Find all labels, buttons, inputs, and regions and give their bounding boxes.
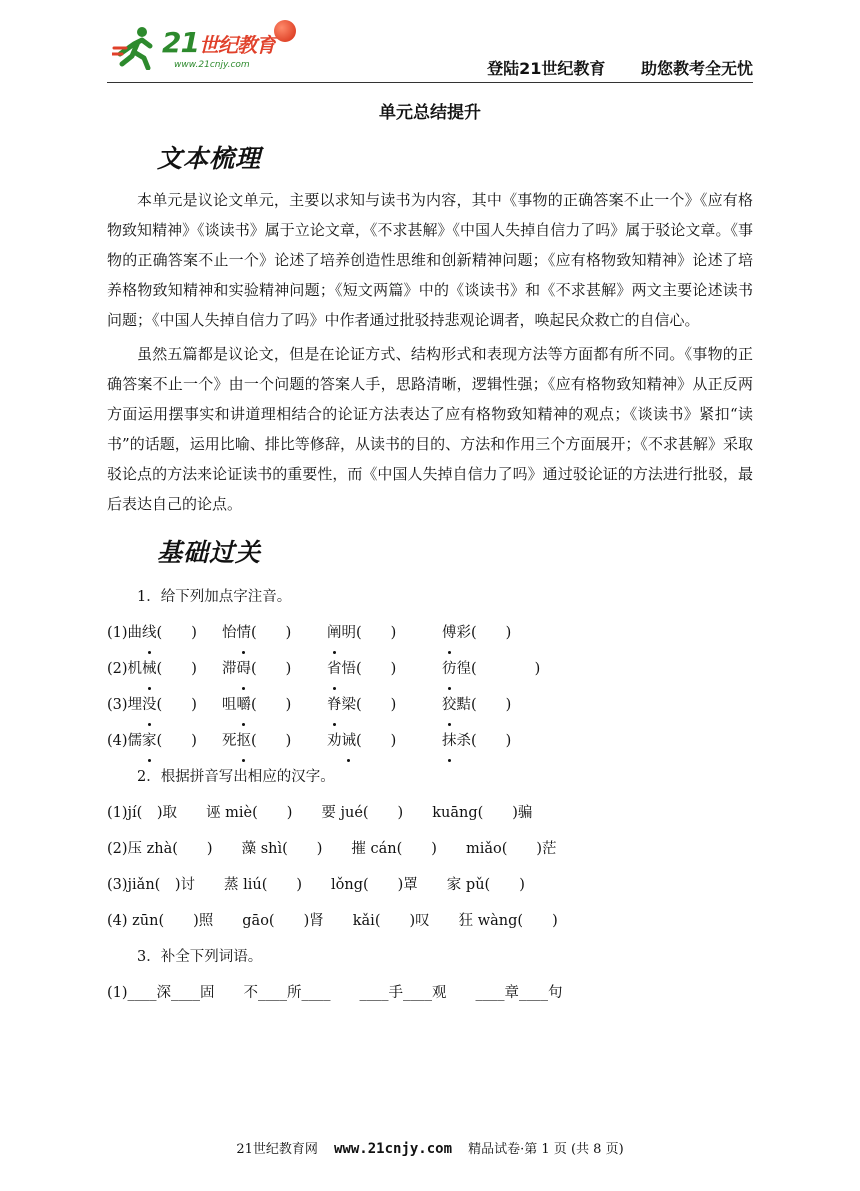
word-char: 儒 bbox=[127, 733, 143, 749]
dotted-char: 彷 bbox=[442, 651, 457, 687]
question-1-row-label: (3) bbox=[107, 697, 128, 713]
answer-blank: 明( ) bbox=[341, 625, 397, 641]
question-1-row-label: (4) bbox=[107, 733, 128, 749]
site-logo bbox=[112, 18, 307, 76]
question-2-line-1: (1)jí( )取 诬 miè( ) 要 jué( ) kuāng( )骗 bbox=[107, 805, 533, 821]
question-3-prompt: 3．补全下列词语。 bbox=[137, 949, 263, 965]
question-1-item bbox=[327, 651, 442, 687]
word-char: 曲 bbox=[127, 625, 143, 641]
word-char: 劝 bbox=[327, 733, 342, 749]
dotted-char: 傅 bbox=[442, 615, 457, 651]
footer-page-info: 精品试卷·第 1 页 (共 8 页) bbox=[468, 1142, 624, 1157]
question-1-row bbox=[107, 651, 753, 687]
runner-icon bbox=[112, 24, 158, 70]
answer-blank: ( ) bbox=[156, 625, 197, 641]
answer-blank: ( ) bbox=[356, 733, 397, 749]
logo-url: www.21cnjy.com bbox=[174, 60, 250, 70]
logo-number: 21 bbox=[162, 26, 199, 59]
question-1-rows bbox=[107, 615, 753, 759]
answer-blank: 杀( ) bbox=[456, 733, 512, 749]
question-1-item bbox=[107, 651, 222, 687]
answer-blank: ( ) bbox=[251, 661, 292, 677]
question-1-item bbox=[442, 615, 602, 651]
dotted-char: 阐 bbox=[327, 615, 342, 651]
answer-blank: ( ) bbox=[156, 697, 197, 713]
question-2-line-2: (2)压 zhà( ) 藻 shì( ) 摧 cán( ) miǎo( )茫 bbox=[107, 841, 557, 857]
question-1-item bbox=[442, 651, 602, 687]
dotted-char: 没 bbox=[142, 687, 157, 723]
answer-blank: ( ) bbox=[251, 697, 292, 713]
question-1-prompt: 1．给下列加点字注音。 bbox=[137, 589, 292, 605]
answer-blank: ( ) bbox=[251, 625, 292, 641]
footer-site-name: 21世纪教育网 bbox=[236, 1142, 318, 1157]
question-1-item bbox=[107, 687, 222, 723]
page-title: 单元总结提升 bbox=[379, 103, 481, 123]
dotted-char: 抠 bbox=[237, 723, 252, 759]
question-3-line-1: (1)____深____固 不____所____ ____手____观 ____章____句 bbox=[107, 985, 563, 1001]
question-1-item bbox=[327, 687, 442, 723]
paragraph-1: 本单元是议论文单元，主要以求知与读书为内容，其中《事物的正确答案不止一个》《应有格物致知精神》《谈读书》属于立论文章，《不求甚解》《中国人失掉自信力了吗》属于驳论文章。《事物的正确答案不止一个》论述了培养创造性思维和创新精神问题；《应有格物致知精神》论述了培养格物致知精神和实验精神问题；《短文两篇》中的《谈读书》和《不求甚解》两文主要论述读书问题；《中国人失掉自信力了吗》中作者通过批驳持悲观论调者，唤起民众救亡的自信心。 bbox=[107, 191, 753, 329]
logo-ball-icon bbox=[274, 20, 296, 42]
question-1-item bbox=[222, 651, 327, 687]
question-1-row-label: (1) bbox=[107, 625, 128, 641]
word-char: 怡 bbox=[222, 625, 237, 641]
answer-blank: ( ) bbox=[156, 733, 197, 749]
answer-blank: ( ) bbox=[251, 733, 292, 749]
dotted-char: 碍 bbox=[237, 651, 252, 687]
dotted-char: 情 bbox=[237, 615, 252, 651]
slogan-left: 登陆21世纪教育 bbox=[487, 59, 606, 78]
answer-blank: ( ) bbox=[156, 661, 197, 677]
answer-blank: 黠( ) bbox=[456, 697, 512, 713]
question-2-line-4: (4) zūn( )照 gāo( )肾 kǎi( )叹 狂 wàng( ) bbox=[107, 913, 558, 929]
section-heading-text-review: 文本梳理 bbox=[157, 144, 262, 173]
question-2-line-3: (3)jiǎn( )讨 蒸 liú( ) lǒng( )罩 家 pǔ( ) bbox=[107, 877, 525, 893]
word-char: 埋 bbox=[127, 697, 143, 713]
word-char: 死 bbox=[222, 733, 237, 749]
dotted-char: 抹 bbox=[442, 723, 457, 759]
dotted-char: 省 bbox=[327, 651, 342, 687]
answer-blank: 梁( ) bbox=[341, 697, 397, 713]
slogan-right: 助您教考全无忧 bbox=[640, 59, 753, 78]
question-1-item bbox=[442, 687, 602, 723]
question-1-item bbox=[222, 687, 327, 723]
question-1-row bbox=[107, 723, 753, 759]
section-heading-basics: 基础过关 bbox=[157, 538, 262, 567]
dotted-char: 家 bbox=[142, 723, 157, 759]
answer-blank: 彩( ) bbox=[456, 625, 512, 641]
dotted-char: 线 bbox=[142, 615, 157, 651]
question-1-item bbox=[327, 723, 442, 759]
answer-blank: 悟( ) bbox=[341, 661, 397, 677]
dotted-char: 狡 bbox=[442, 687, 457, 723]
question-1-item bbox=[107, 615, 222, 651]
dotted-char: 脊 bbox=[327, 687, 342, 723]
header-slogan bbox=[487, 56, 753, 79]
page-footer bbox=[0, 1138, 860, 1157]
dotted-char: 嚼 bbox=[237, 687, 252, 723]
word-char: 滞 bbox=[222, 661, 237, 677]
dotted-char: 诫 bbox=[342, 723, 357, 759]
word-char: 咀 bbox=[222, 697, 237, 713]
document-body bbox=[107, 98, 753, 1011]
logo-wordmark bbox=[162, 26, 275, 59]
paragraph-2: 虽然五篇都是议论文，但是在论证方式、结构形式和表现方法等方面都有所不同。《事物的正确答案不止一个》由一个问题的答案人手，思路清晰，逻辑性强；《应有格物致知精神》从正反两方面运用摆事实和讲道理相结合的论证方法表达了应有格物致知精神的观点；《谈读书》紧扣“读书”的话题，运用比喻、排比等修辞，从读书的目的、方法和作用三个方面展开；《不求甚解》采取驳论点的方法来论证读书的重要性，而《中国人失掉自信力了吗》通过驳论证的方法进行批驳，最后表达自己的论点。 bbox=[107, 345, 753, 513]
answer-blank: 徨( ) bbox=[456, 661, 541, 677]
header-divider bbox=[107, 82, 753, 83]
question-1-row bbox=[107, 687, 753, 723]
word-char: 机 bbox=[127, 661, 143, 677]
question-1-row bbox=[107, 615, 753, 651]
question-1-item bbox=[327, 615, 442, 651]
question-1-item bbox=[107, 723, 222, 759]
dotted-char: 械 bbox=[142, 651, 157, 687]
footer-url: www.21cnjy.com bbox=[334, 1141, 453, 1157]
question-1-item bbox=[442, 723, 602, 759]
question-1-item bbox=[222, 723, 327, 759]
question-1-item bbox=[222, 615, 327, 651]
question-1-row-label: (2) bbox=[107, 661, 128, 677]
question-2-prompt: 2．根据拼音写出相应的汉字。 bbox=[137, 769, 335, 785]
logo-chinese: 世纪教育 bbox=[198, 33, 275, 57]
